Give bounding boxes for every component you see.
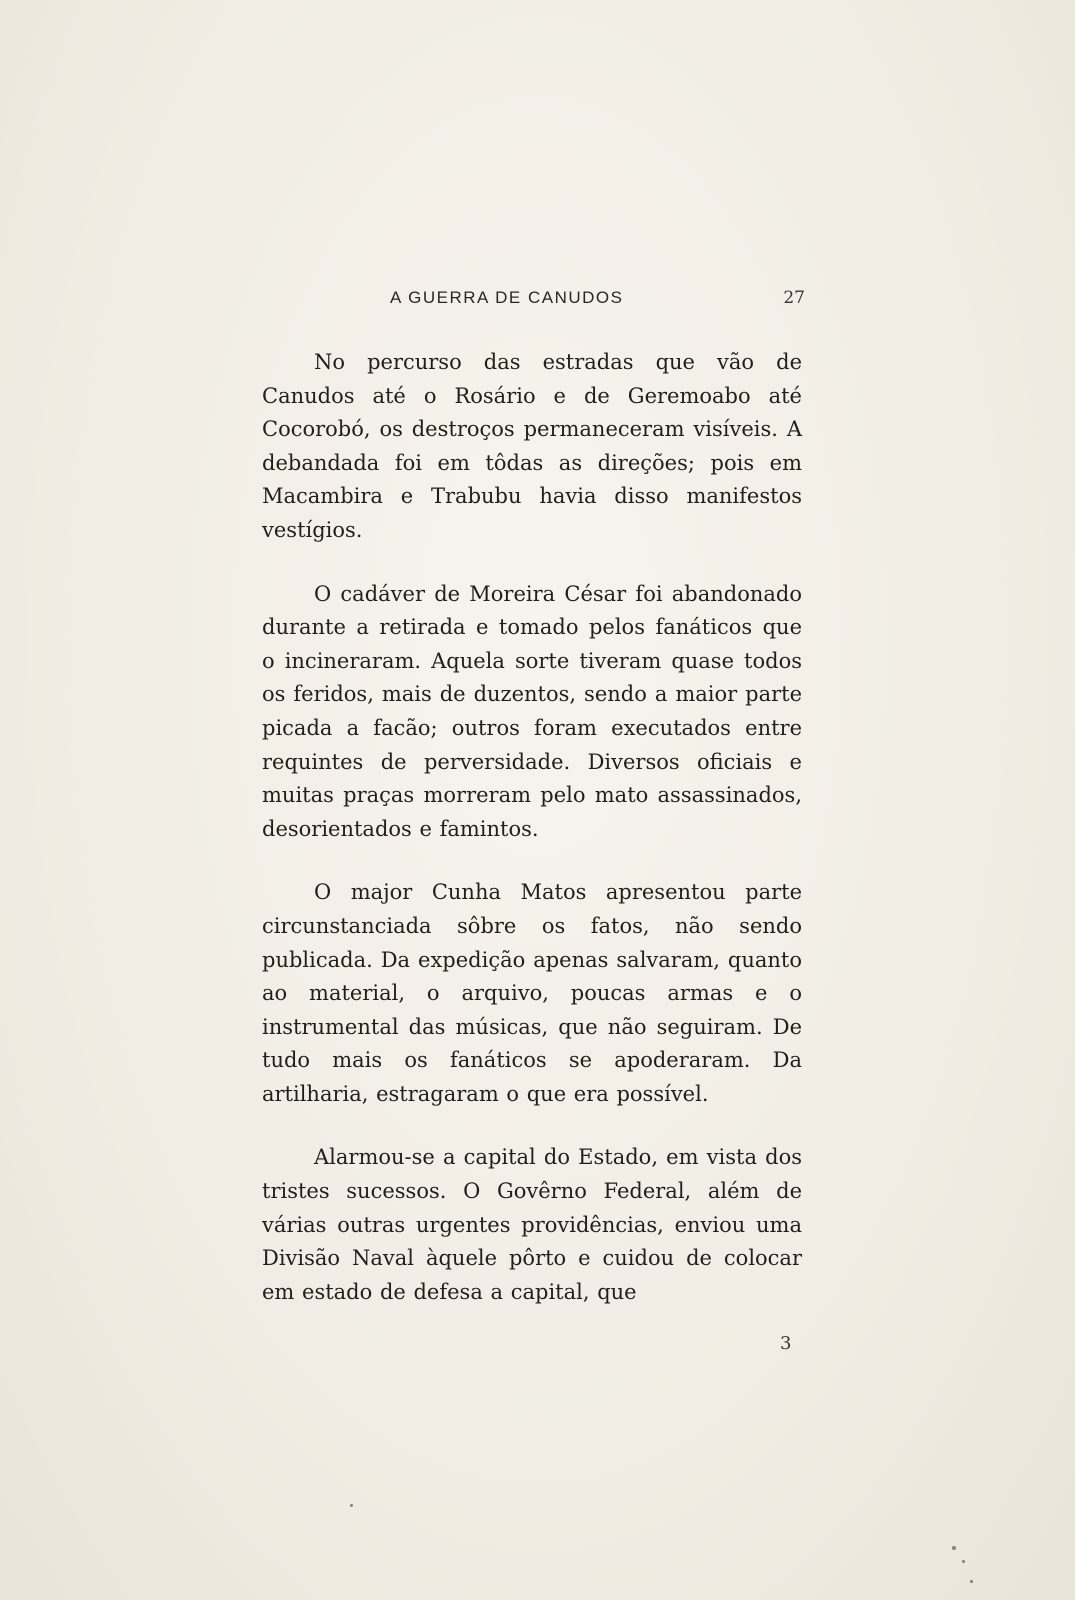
signature-mark: 3	[780, 1333, 792, 1354]
paper-speck	[350, 1504, 353, 1507]
paragraph-1: No percurso das estradas que vão de Canudos até o Rosário e de Geremoabo até Cocorobó, os destroços permaneceram visíveis. A debandada foi em tôdas as direções; pois em Macambira e Trabubu havia disso manifestos vestígios.	[262, 350, 802, 542]
paper-speck	[952, 1546, 956, 1550]
running-head	[260, 288, 805, 312]
paragraph-2: O cadáver de Moreira César foi abandonado durante a retirada e tomado pelos fanáticos que o incineraram. Aquela sorte tiveram quase todos os feridos, mais de duzentos, sendo a maior parte picada a facão; outros foram executados entre requintes de perversidade. Diversos oficiais e muitas praças morreram pelo mato assassinados, desorientados e famintos.	[262, 581, 802, 841]
paper-speck	[970, 1580, 973, 1583]
paragraph-4: Alarmou-se a capital do Estado, em vista dos tristes sucessos. O Govêrno Federal, além de várias outras urgentes providências, enviou uma Divisão Naval àquele pôrto e cuidou de colocar em estado de defesa a capital, que	[262, 1145, 802, 1304]
running-title: A GUERRA DE CANUDOS	[390, 288, 624, 307]
paper-speck	[962, 1560, 965, 1563]
paragraph-3: O major Cunha Matos apresentou parte circunstanciada sôbre os fatos, não sendo publicada. Da expedição apenas salvaram, quanto ao material, o arquivo, poucas armas e o instrumental das músicas, que não seguiram. De tudo mais os fanáticos se apoderaram. Da artilharia, estragaram o que era possível.	[262, 880, 802, 1106]
page-number: 27	[783, 288, 805, 308]
body-text	[262, 346, 802, 1339]
